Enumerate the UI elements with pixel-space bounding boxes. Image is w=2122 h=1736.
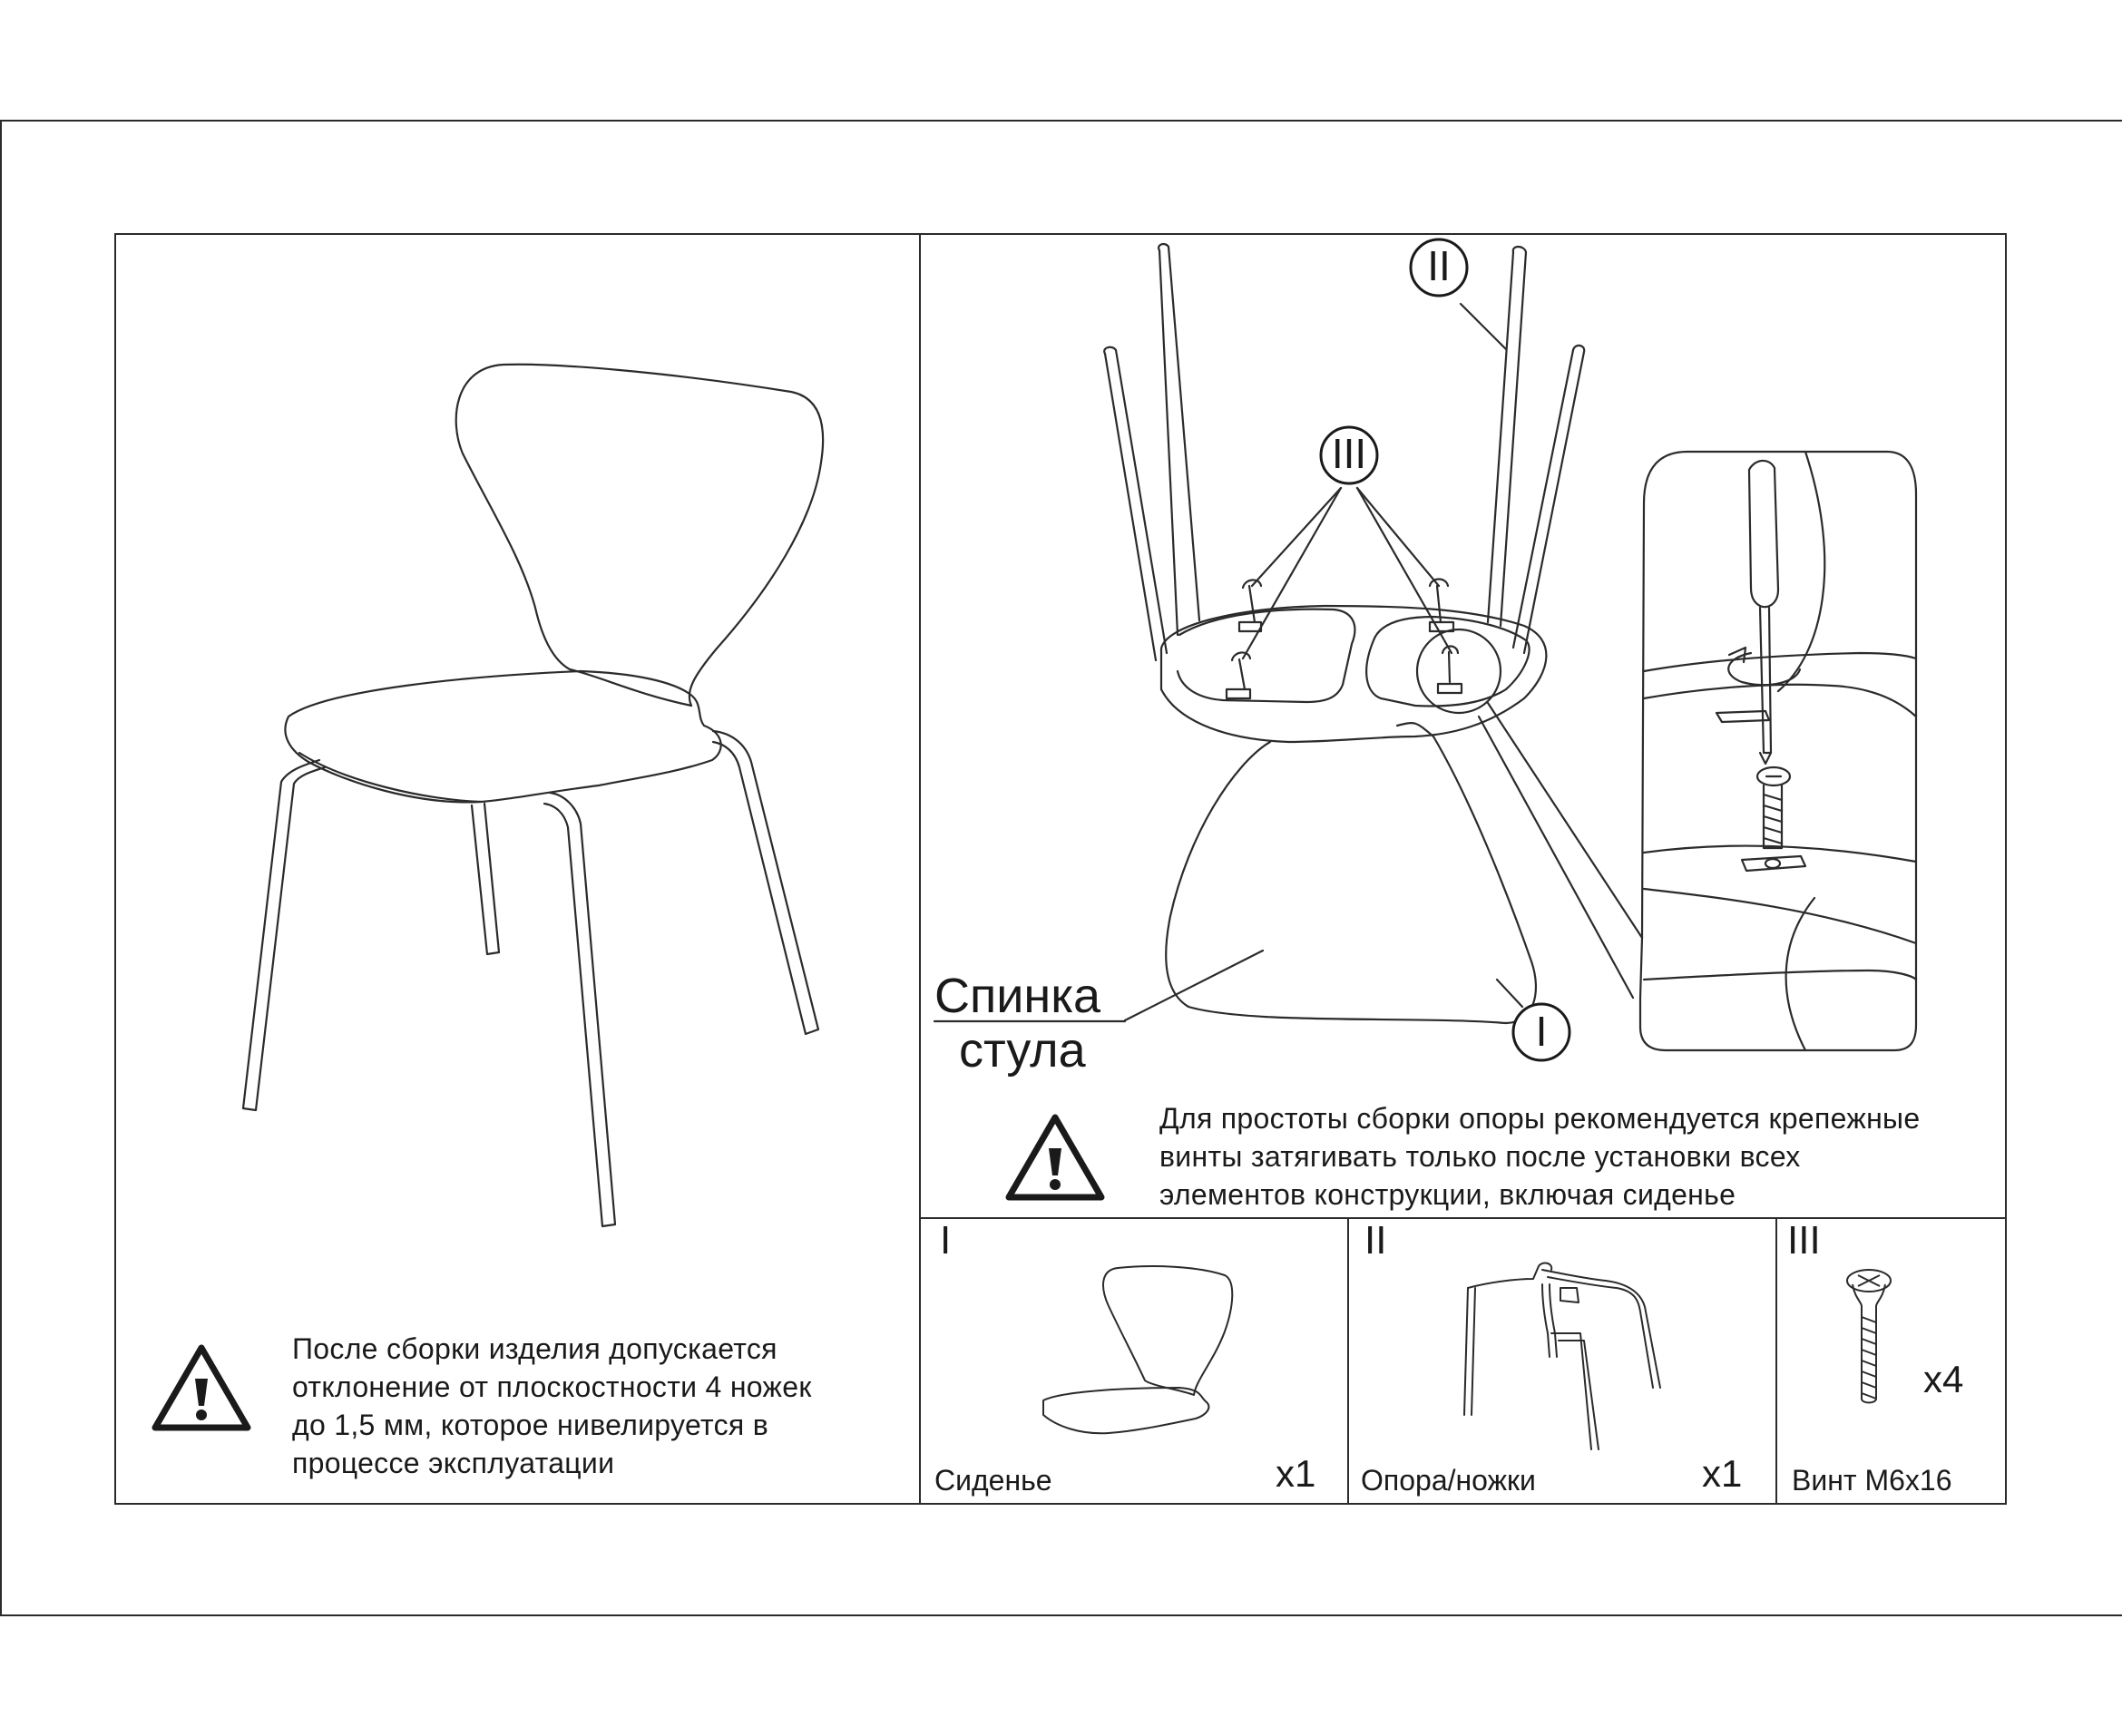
backrest-callout-line-2: стула xyxy=(959,1023,1086,1078)
left-warning-line: процессе эксплуатации xyxy=(292,1447,615,1479)
part-screw-label: Винт М6х16 xyxy=(1792,1464,1952,1497)
marker-screws: III xyxy=(1331,430,1367,477)
right-warning-line: винты затягивать только после установки всех xyxy=(1159,1140,1801,1173)
left-warning-line: отклонение от плоскостности 4 ножек xyxy=(292,1370,812,1403)
right-warning-line: элементов конструкции, включая сиденье xyxy=(1159,1178,1736,1211)
marker-seat: I xyxy=(1535,1008,1548,1055)
backrest-callout-line-1: Спинка xyxy=(934,969,1101,1023)
part-legs-numeral: II xyxy=(1364,1218,1387,1263)
right-warning-line: Для простоты сборки опоры рекомендуется крепежные xyxy=(1159,1102,1921,1135)
part-seat-label: Сиденье xyxy=(934,1464,1052,1497)
part-legs-qty: x1 xyxy=(1702,1452,1743,1495)
part-screw-qty: x4 xyxy=(1923,1358,1964,1400)
part-legs-label: Опора/ножки xyxy=(1361,1464,1536,1497)
left-warning-line: После сборки изделия допускается xyxy=(292,1332,777,1365)
marker-legs: II xyxy=(1427,242,1451,289)
screw-icon xyxy=(1842,1266,1896,1411)
part-seat-numeral: I xyxy=(940,1218,952,1263)
part-seat-qty: x1 xyxy=(1276,1452,1316,1495)
left-warning-line: до 1,5 мм, которое нивелируется в xyxy=(292,1409,769,1441)
part-screw-numeral: III xyxy=(1787,1218,1821,1263)
